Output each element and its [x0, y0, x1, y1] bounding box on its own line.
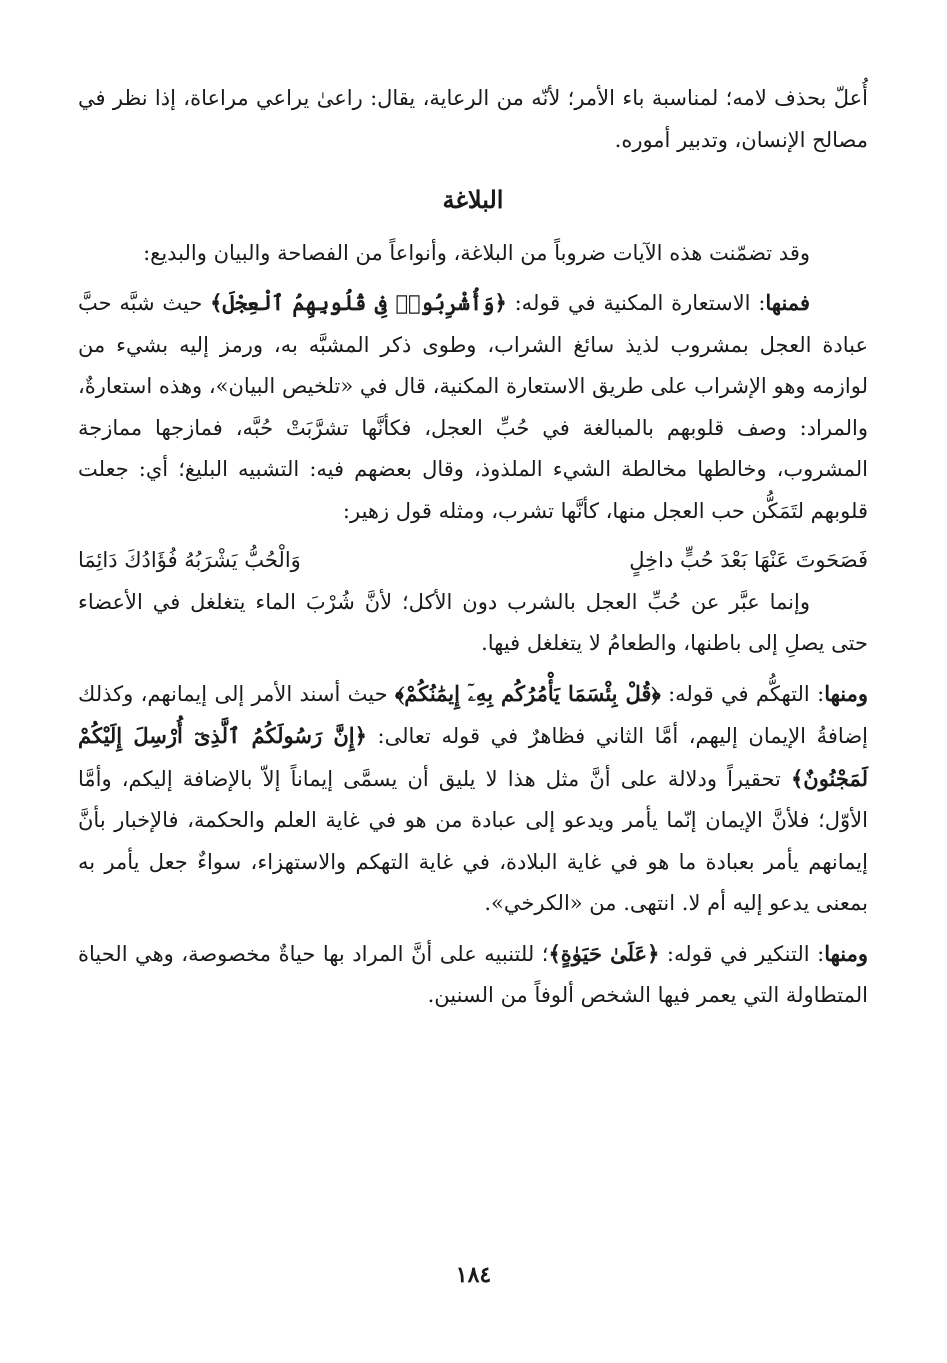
poem-verse — [78, 540, 868, 582]
poem-first-hemistich: فَصَحَوتَ عَنْهَا بَعْدَ حُبٍّ داخِلٍ — [629, 548, 868, 572]
opening-paragraph: أُعلّ بحذف لامه؛ لمناسبة باء الأمر؛ لأنّه من الرعاية، يقال: راعىٰ يراعي مراعاة، إذا نظر في مصالح الإنسان، وتدبير أموره. — [78, 86, 868, 152]
paragraph-metaphor — [78, 282, 868, 532]
quranic-verse: ﴿عَلَىٰ حَيَوٰةٍ﴾ — [548, 940, 660, 966]
paragraph-text: : التهكُّم في قوله: — [660, 681, 825, 706]
paragraph-sarcasm — [78, 673, 868, 925]
paragraph-drinking: وإنما عبَّر عن حُبِّ العجل بالشرب دون الأكل؛ لأنَّ شُرْبَ الماء يتغلغل في الأعضاء حتى يصلِ إلى باطنها، والطعامُ لا يتغلغل فيها. — [78, 589, 868, 655]
paragraph-lead: ومنها — [824, 680, 868, 706]
section-heading: البلاغة — [442, 185, 504, 214]
paragraph-text: تحقيراً ودلالة على أنَّ مثل هذا لا يليق أن يسمَّى إيماناً إلاّ بالإضافة إليكم، وأمَّا الأوّل؛ فلأنَّ الإيمان إنّما يأمر ويدعو إلى عبادة من هو في غاية العلم والحكمة، فالإخبار بأنَّ إيمانهم يأمر بعبادة ما هو في غاية البلادة، في غاية التهكم والاستهزاء، سواءٌ جعل يأمر به بمعنى يدعو إليه أم لا. انتهى. من «الكرخي». — [78, 766, 868, 915]
poem-second-hemistich: وَالْحُبُّ يَشْرَبُهُ فُؤَادُكَ دَائِمَا — [78, 548, 301, 572]
paragraph-text: ؛ للتنبيه على أنَّ المراد بها حياةٌ مخصوصة، وهي الحياة المتطاولة التي يعمر فيها الشخص ألوفاً من السنين. — [78, 941, 868, 1007]
quranic-verse: ﴿وَأُشْرِبُوا۟ فِى قُلُوبِهِمُ ٱلْعِجْلَ﴾ — [210, 290, 507, 315]
paragraph-text: حيث شبَّه حبَّ عبادة العجل بمشروب لذيذ سائغ الشراب، وطوى ذكر المشبَّه به، ورمز إليه بشيء من لوازمه وهو الإشراب على طريق الاستعارة المكنية، قال في «تلخيص البيان»، وهذه استعارةٌ، والمراد: وصف قلوبهم بالمبالغة في حُبِّ العجل، فكأنَّها تشرَّبَتْ حُبَّه، فمازجها ممازجة المشروب، وخالطها مخالطة الشيء الملذوذ، وقال بعضهم فيه: التشبيه البليغ؛ أي: جعلت قلوبهم لتَمَكُّن حب العجل منها، كأنَّها تشرب، ومثله قول زهير: — [78, 291, 868, 523]
paragraph-text: : التنكير في قوله: — [659, 941, 825, 966]
paragraph-lead: فمنها — [765, 290, 810, 315]
page-body — [78, 78, 868, 1017]
quranic-verse: ﴿قُلْ بِئْسَمَا يَأْمُرُكُم بِهِۦٓ إِيمَٰنُكُمْ﴾ — [394, 680, 661, 706]
paragraph-indefinite — [78, 933, 868, 1017]
quranic-verse: ﴿إِنَّ رَسُولَكُمُ ٱلَّذِىٓ أُرْسِلَ إِلَيْكُمْ لَمَجْنُونٌ﴾ — [78, 723, 868, 791]
paragraph-lead: ومنها — [824, 940, 869, 966]
paragraph-text: : الاستعارة المكنية في قوله: — [506, 291, 766, 315]
page-number: ١٨٤ — [455, 1262, 492, 1288]
paragraph-text: حيث أسند الأمر إلى إيمانهم، وكذلك إضافةُ الإيمان إليهم، أمَّا الثاني فظاهرٌ في قوله تعالى: — [78, 681, 868, 748]
intro-paragraph: وقد تضمّنت هذه الآيات ضروباً من البلاغة، وأنواعاً من الفصاحة والبيان والبديع: — [143, 240, 810, 265]
